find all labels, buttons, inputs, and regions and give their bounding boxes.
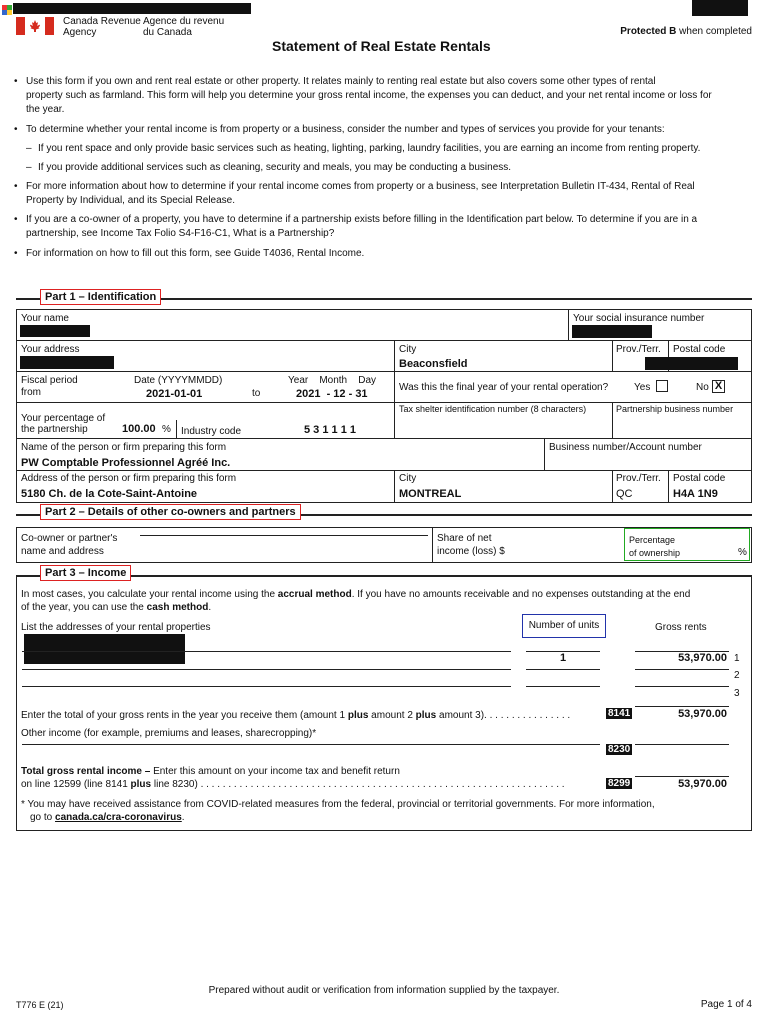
total-income-title: Total gross rental income – (21, 766, 154, 777)
ownership-label (629, 534, 680, 560)
intro-2a: of the year, you can use the (21, 602, 147, 613)
other-income-label: Other income (for example, premiums and leases, sharecropping)* (21, 728, 317, 739)
total-gross-a: Enter the total of your gross rents in the year you receive them (amount 1 (21, 710, 348, 721)
part3-intro-line2 (21, 601, 741, 614)
partnership-bn-label: Partnership business number (616, 404, 734, 414)
row-num-2: 2 (734, 670, 740, 681)
intro-sub-2: – If you provide additional services such as cleaning, security and meals, you may be conducting a business. (26, 161, 766, 175)
intro-1a: In most cases, you calculate your rental income using the (21, 589, 278, 600)
total-gross-rents-text (21, 710, 570, 721)
intro-b5: For information on how to fill out this form, see Guide T4036, Rental Income. (26, 248, 365, 259)
ownership-label-2: of ownership (629, 548, 681, 558)
agency-en-line2: Agency (63, 27, 97, 38)
intro-bullet-2: • To determine whether your rental income is from property or a business, consider the number and types of services you provide for your tenants: (14, 123, 754, 137)
line-code-8299: 8299 (608, 778, 631, 789)
agency-en-line1: Canada Revenue (63, 16, 141, 27)
fiscal-label-1: Fiscal period (21, 375, 78, 386)
footnote-goto: go to (30, 812, 56, 823)
footnote-period: . (181, 812, 185, 823)
units-field-3[interactable] (526, 686, 600, 687)
final-year-question: Was this the final year of your rental operation? (399, 382, 609, 393)
preparer-prov-label: Prov./Terr. (616, 473, 661, 484)
redacted-header-right (692, 0, 748, 16)
part3-intro-line1 (21, 588, 741, 601)
part3-intro (21, 588, 741, 614)
coowner-label-2: name and address (21, 546, 104, 557)
units-header: Number of units (522, 614, 606, 638)
your-address-label: Your address (21, 344, 80, 355)
line-8141-field[interactable] (635, 706, 729, 707)
intro-b3-l1: For more information about how to determine if your rental income comes from property or a business, see Interpretation Bulletin IT-434, Rental of Real (26, 181, 695, 192)
preparer-address-label: Address of the person or firm preparing this form (21, 473, 237, 484)
redacted-property-address (24, 634, 185, 664)
accrual-method-term: accrual method (277, 589, 352, 600)
protected-notice (620, 26, 752, 37)
industry-code-label: Industry code (181, 426, 242, 437)
preparer-name-label: Name of the person or firm preparing this form (21, 442, 227, 453)
preparer-address-field[interactable]: 5180 Ch. de la Cote-Saint-Antoine (21, 488, 198, 500)
line-8299-field[interactable] (635, 776, 729, 777)
part2-heading: Part 2 – Details of other co-owners and partners (40, 504, 301, 520)
protected-rest: when completed (679, 26, 752, 37)
city-field[interactable]: Beaconsfield (399, 358, 468, 370)
total-gross-rental-income-line1 (21, 766, 400, 777)
intro-b1-l3: the year. (26, 104, 65, 115)
coowner-name-field[interactable] (140, 535, 428, 536)
property-address-2[interactable] (22, 669, 511, 670)
intro-2c: . (208, 602, 212, 613)
intro-bullet-4: • If you are a co-owner of a property, you have to determine if a partnership exists before filling in the Identification part below. To determine if you are in a partnership, see Income Tax Folio S4-F16-C1, What is a Partnership? (14, 213, 754, 241)
pct-label-1: Your percentage of (21, 413, 106, 424)
sin-label: Your social insurance number (573, 313, 705, 324)
redacted-address-field (20, 356, 114, 369)
total-gross-rental-income-line2 (21, 779, 601, 790)
part3-heading: Part 3 – Income (40, 565, 131, 581)
redacted-sin-field (572, 325, 652, 338)
redacted-name-field (20, 325, 90, 337)
ownership-label-1: Percentage (629, 535, 676, 545)
final-year-yes-checkbox[interactable] (656, 380, 668, 392)
units-value-1: 1 (559, 652, 567, 664)
covid-footnote-line1: * You may have received assistance from COVID-related measures from the federal, provincial or territorial governments. For more information, (21, 799, 655, 810)
part1-heading: Part 1 – Identification (40, 289, 161, 305)
gross-field-3[interactable] (635, 686, 729, 687)
total-line2-a: on line 12599 (line 8141 (21, 779, 131, 790)
coowner-label-1: Co-owner or partner's (21, 533, 118, 544)
share-label (437, 532, 505, 558)
units-field-2[interactable] (526, 669, 600, 670)
your-name-label: Your name (21, 313, 69, 324)
to-label: to (252, 388, 261, 399)
postal-label: Postal code (673, 344, 726, 355)
preparer-city-label: City (399, 473, 417, 484)
total-gross-e: amount 3). . . . . . . . . . . . . . . . (436, 710, 571, 721)
agency-fr-line1: Agence du revenu (143, 16, 225, 27)
intro-bullet-5: • For information on how to fill out this form, see Guide T4036, Rental Income. (14, 247, 754, 261)
form-code: T776 E (21) (16, 1000, 64, 1010)
gross-rents-header: Gross rents (655, 622, 707, 633)
share-label-2: income (loss) $ (437, 546, 505, 557)
agency-english (63, 16, 141, 38)
intro-b1-l1: Use this form if you own and rent real estate or other property. It relates mainly to renting real estate but also covers some other types of rental (26, 76, 656, 87)
cash-method-term: cash method (146, 602, 209, 613)
partnership-pct-field[interactable]: 100.00 (122, 423, 156, 435)
covid-link[interactable]: canada.ca/cra-coronavirus (55, 812, 182, 823)
part3-table (16, 576, 752, 831)
date-format-label: Date (YYYYMMDD) (134, 375, 223, 386)
intro-b3-l2: Property by Individual, and its Special Release. (26, 195, 236, 206)
gross-value-1: 53,970.00 (678, 652, 727, 664)
intro-b4-l2: partnership, see Income Tax Folio S4-F16-C1, What is a Partnership? (26, 228, 335, 239)
redacted-postal-field (645, 357, 738, 370)
fiscal-from-field[interactable]: 2021-01-01 (146, 388, 203, 400)
intro-b2: To determine whether your rental income is from property or a business, consider the number and types of services you provide for your tenants: (26, 124, 665, 135)
corner-icon (2, 2, 12, 12)
partnership-pct-label (21, 413, 105, 435)
row-num-3: 3 (734, 688, 740, 699)
intro-sub-1: – If you rent space and only provide basic services such as heating, lighting, parking, laundry facilities, you are earning an income from renting property. (26, 142, 766, 156)
preparer-city-field[interactable]: MONTREAL (399, 488, 462, 500)
total-gross-plus2: plus (415, 710, 437, 721)
city-label: City (399, 344, 417, 355)
canada-flag-icon (16, 17, 54, 40)
fiscal-label (21, 375, 78, 399)
no-label: No (696, 382, 709, 393)
page-title: Statement of Real Estate Rentals (272, 38, 491, 54)
agency-fr-line2: du Canada (143, 27, 192, 38)
intro-b2-sub1: If you rent space and only provide basic services such as heating, lighting, parking, laundry facilities, you are earning an income from renting property. (38, 143, 701, 154)
intro-bullet-3: • For more information about how to determine if your rental income comes from property or a business, see Interpretation Bulletin IT-434, Rental of Real Property by Individual, and its Special Release. (14, 180, 754, 208)
pct-sign: % (162, 424, 171, 435)
total-gross-plus1: plus (347, 710, 369, 721)
page-number: Page 1 of 4 (700, 999, 752, 1010)
intro-1c: . If you have no amounts receivable and no expenses outstanding at the end (351, 589, 691, 600)
line-8299-value: 53,970.00 (678, 778, 727, 790)
business-number-label: Business number/Account number (549, 442, 702, 453)
redacted-header (13, 3, 251, 14)
share-label-1: Share of net (437, 533, 492, 544)
gross-field-2[interactable] (635, 669, 729, 670)
prepared-disclaimer: Prepared without audit or verification from information supplied by the taxpayer. (208, 985, 560, 996)
intro-b2-sub2: If you provide additional services such as cleaning, security and meals, you may be conducting a business. (38, 162, 512, 173)
intro-b1-l2: property such as farmland. This form will help you determine your gross rental income, the expenses you can deduct, and your net rental income or loss for (26, 90, 712, 101)
ymd-label: Year Month Day (288, 375, 377, 386)
agency-french (143, 16, 224, 38)
property-address-3[interactable] (22, 686, 511, 687)
fiscal-label-2: from (21, 387, 41, 398)
coowner-label (21, 532, 117, 558)
total-line2-c: line 8230) . . . . . . . . . . . . . . . . . . . . . . . . . . . . . . . . . . . . . . . . . . . . . . . . . . . . . . . . . . . . . . . . . . (151, 779, 565, 790)
line-8230-field[interactable] (635, 744, 729, 745)
ownership-pct-sign: % (738, 547, 747, 558)
pct-label-2: the partnership (21, 424, 88, 435)
intro-bullet-1: • Use this form if you own and rent real estate or other property. It relates mainly to renting real estate but also covers some other types of rental property such as farmland. This form will help you determine your gross rental income, the expenses you can deduct, and your net rental income or loss for the year. (14, 75, 754, 119)
total-gross-c: amount 2 (368, 710, 416, 721)
preparer-postal-label: Postal code (673, 473, 726, 484)
row-num-1: 1 (734, 653, 740, 664)
intro-b4-l1: If you are a co-owner of a property, you have to determine if a partnership exists before filling in the Identification part below. To determine if you are in a (26, 214, 698, 225)
total-income-instruction: Enter this amount on your income tax and benefit return (153, 766, 400, 777)
preparer-name-field[interactable]: PW Comptable Professionnel Agréé Inc. (21, 457, 231, 469)
other-income-description-field[interactable] (22, 744, 600, 745)
protected-b: Protected B (620, 26, 677, 37)
prov-label: Prov./Terr. (616, 344, 661, 355)
line-code-8141: 8141 (608, 708, 631, 719)
line-8141-value: 53,970.00 (678, 708, 727, 720)
fiscal-to-field[interactable]: 2021 - 12 - 31 (296, 388, 368, 400)
preparer-prov-field[interactable]: QC (616, 488, 633, 500)
property-address-1[interactable] (22, 651, 511, 652)
tax-shelter-label: Tax shelter identification number (8 characters) (399, 404, 587, 414)
preparer-postal-field[interactable]: H4A 1N9 (673, 488, 718, 500)
yes-label: Yes (634, 382, 651, 393)
covid-footnote-line2 (30, 812, 185, 823)
final-year-no-checkbox[interactable]: X (712, 380, 725, 393)
industry-code-field[interactable]: 5 3 1 1 1 1 (304, 424, 356, 436)
line-code-8230: 8230 (608, 744, 631, 755)
rental-addresses-label: List the addresses of your rental properties (21, 622, 211, 633)
total-line2-plus: plus (130, 779, 152, 790)
